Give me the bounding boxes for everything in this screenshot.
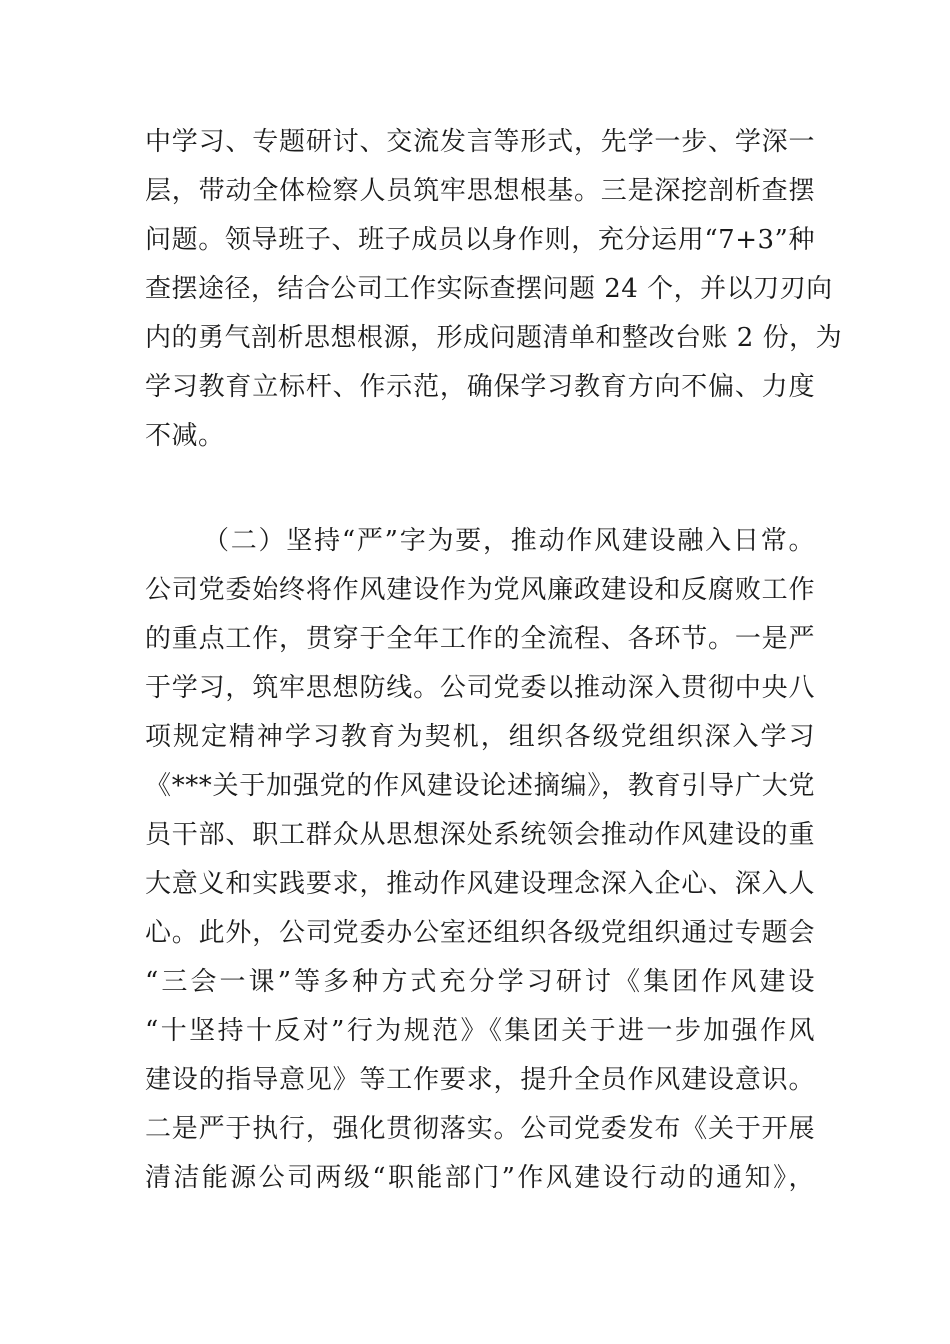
text-line: 内的勇气剖析思想根源，形成问题清单和整改台账 2 份，为 — [145, 323, 843, 353]
text-line: 于学习，筑牢思想防线。公司党委以推动深入贯彻中央八 — [145, 673, 815, 703]
paragraph-2 — [145, 517, 815, 1203]
text-line: 层，带动全体检察人员筑牢思想根基。三是深挖剖析查摆 — [145, 176, 815, 206]
text-line: 员干部、职工群众从思想深处系统领会推动作风建设的重 — [145, 820, 815, 850]
text-line: 清洁能源公司两级“职能部门”作风建设行动的通知》， — [145, 1163, 815, 1193]
text-line: 项规定精神学习教育为契机，组织各级党组织深入学习 — [145, 722, 815, 752]
text-line: 心。此外，公司党委办公室还组织各级党组织通过专题会 — [145, 918, 815, 948]
text-line: “十坚持十反对”行为规范》《集团关于进一步加强作风 — [145, 1016, 815, 1046]
text-line: 问题。领导班子、班子成员以身作则，充分运用“7+3”种 — [145, 225, 815, 255]
text-line: 大意义和实践要求，推动作风建设理念深入企心、深入人 — [145, 869, 815, 899]
text-line: 二是严于执行，强化贯彻落实。公司党委发布《关于开展 — [145, 1114, 815, 1144]
text-line: 建设的指导意见》等工作要求，提升全员作风建设意识。 — [145, 1065, 815, 1095]
text-line: 的重点工作，贯穿于全年工作的全流程、各环节。一是严 — [145, 624, 815, 654]
text-line: 学习教育立标杆、作示范，确保学习教育方向不偏、力度 — [145, 372, 815, 402]
text-line: 中学习、专题研讨、交流发言等形式，先学一步、学深一 — [145, 127, 815, 157]
text-line: 公司党委始终将作风建设作为党风廉政建设和反腐败工作 — [145, 575, 815, 605]
paragraph-1 — [145, 118, 843, 461]
text-line: 查摆途径，结合公司工作实际查摆问题 24 个，并以刀刃向 — [145, 274, 833, 304]
text-line: 《***关于加强党的作风建设论述摘编》，教育引导广大党 — [145, 771, 815, 801]
text-line: “三会一课”等多种方式充分学习研讨《集团作风建设 — [145, 967, 815, 997]
section-heading-line: （二）坚持“严”字为要，推动作风建设融入日常。 — [203, 526, 815, 556]
text-line: 不减。 — [145, 421, 225, 451]
